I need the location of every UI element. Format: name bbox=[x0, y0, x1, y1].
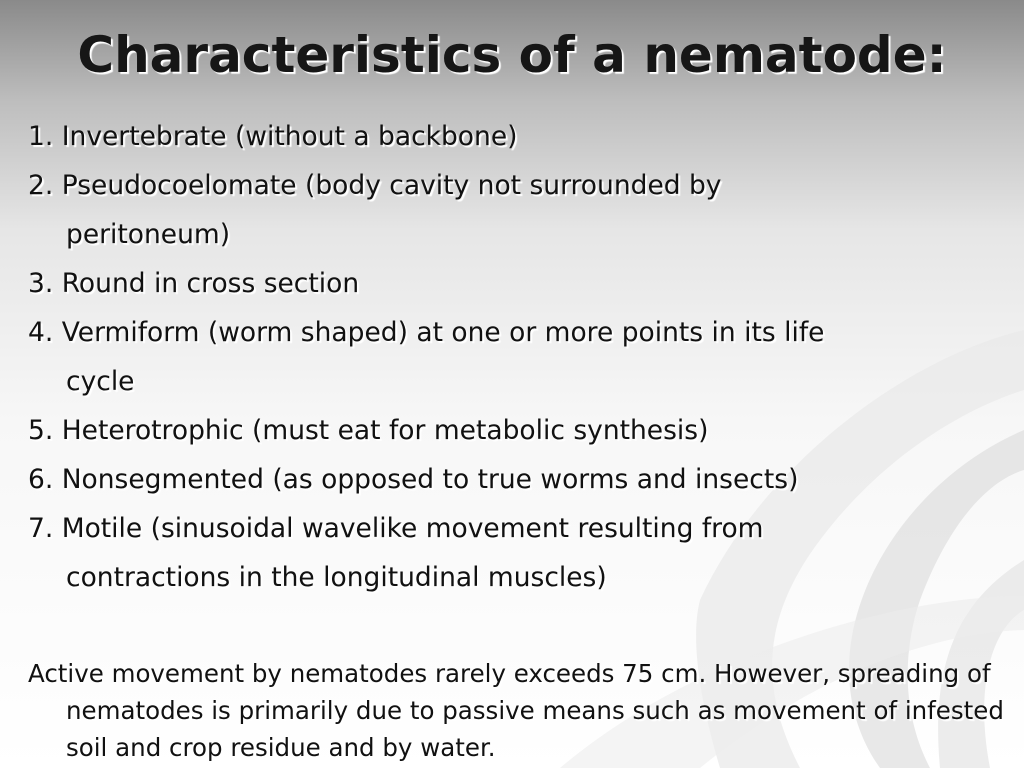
list-item bbox=[28, 308, 1008, 406]
list-item-text: 2. Pseudocoelomate (body cavity not surrounded by bbox=[28, 170, 722, 201]
list-item-continuation: peritoneum) bbox=[66, 219, 231, 250]
list-item bbox=[28, 504, 1008, 602]
list-item-text: 7. Motile (sinusoidal wavelike movement resulting from bbox=[28, 513, 764, 544]
list-item bbox=[28, 259, 1008, 308]
list-item bbox=[28, 161, 1008, 259]
list-item bbox=[28, 455, 1008, 504]
list-item-continuation: cycle bbox=[66, 366, 135, 397]
slide-title: Characteristics of a nematode: bbox=[77, 26, 947, 84]
list-item-text: 1. Invertebrate (without a backbone) bbox=[28, 121, 518, 152]
list-item-continuation: contractions in the longitudinal muscles) bbox=[66, 562, 607, 593]
list-item-text: 4. Vermiform (worm shaped) at one or more points in its life bbox=[28, 317, 825, 348]
list-item-text: 6. Nonsegmented (as opposed to true worms and insects) bbox=[28, 464, 799, 495]
list-item bbox=[28, 406, 1008, 455]
characteristics-list bbox=[28, 112, 1008, 602]
list-item-text: 3. Round in cross section bbox=[28, 268, 360, 299]
list-item-text: 5. Heterotrophic (must eat for metabolic synthesis) bbox=[28, 415, 709, 446]
list-item bbox=[28, 112, 1008, 161]
movement-paragraph: Active movement by nematodes rarely exceeds 75 cm. However, spreading of nematodes is primarily due to passive means such as movement of infested soil and crop residue and by water. bbox=[28, 659, 1004, 762]
